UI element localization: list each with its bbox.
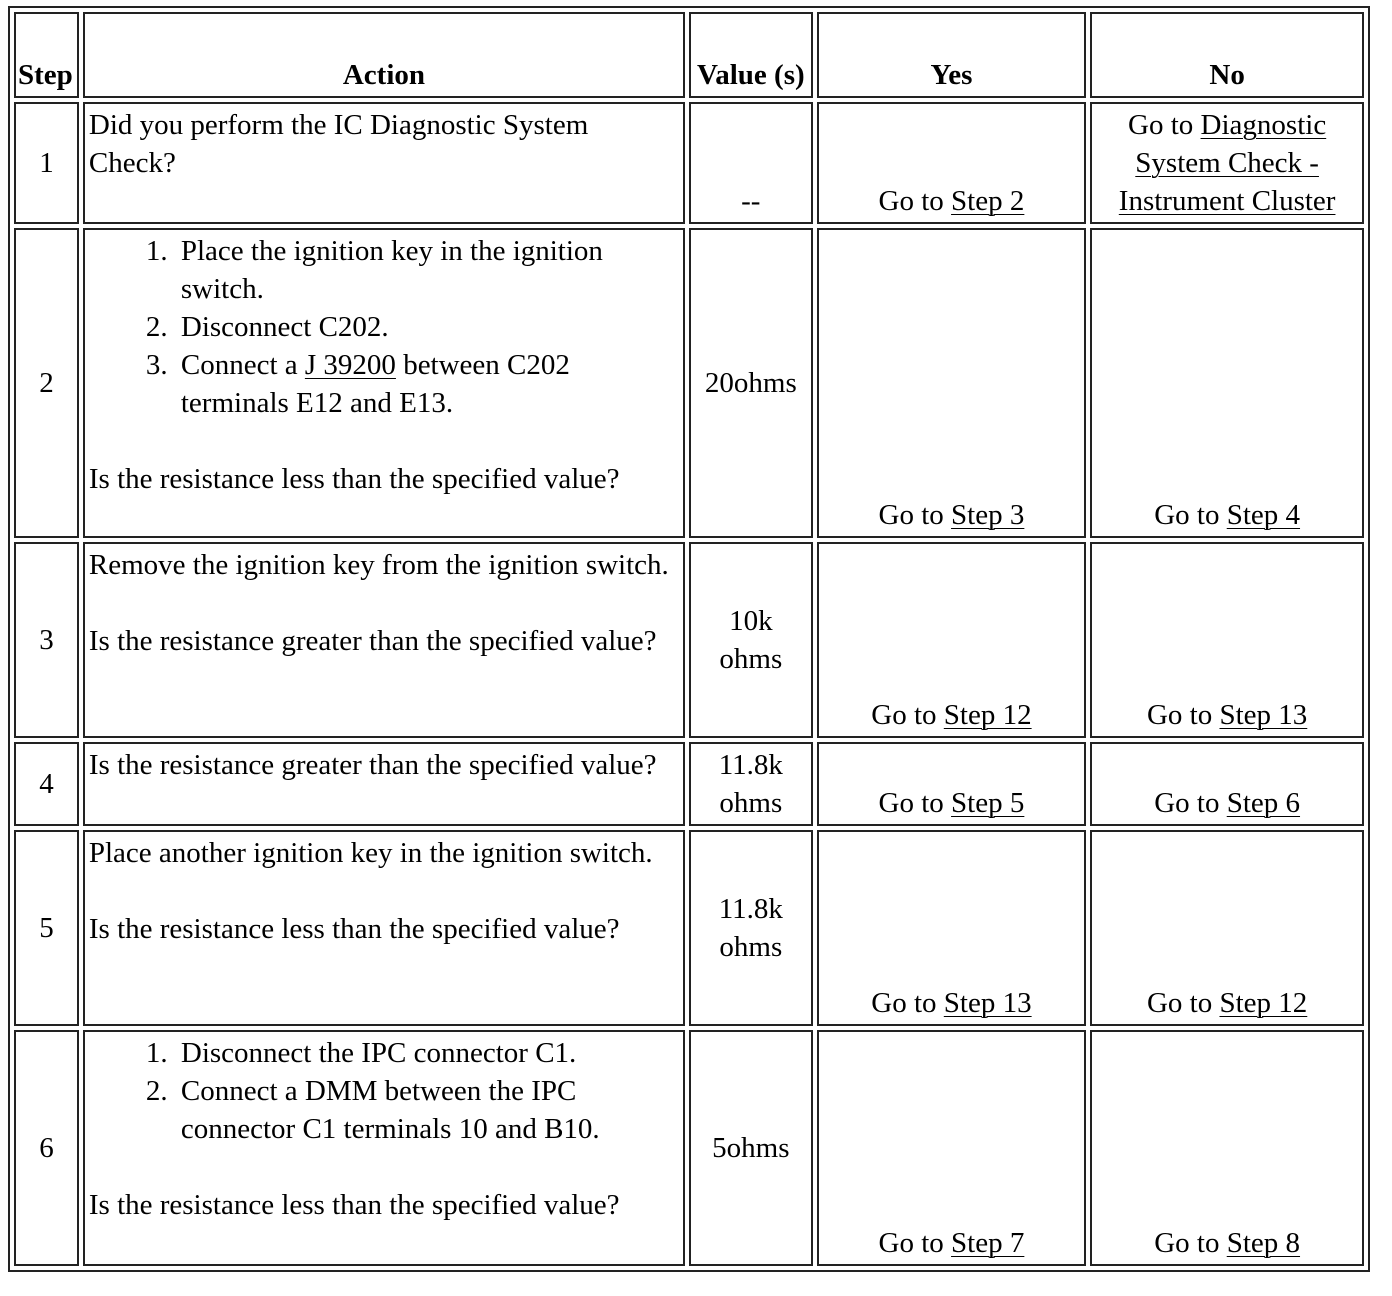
header-action: Action [83, 12, 685, 98]
table-row [14, 830, 1364, 1026]
no-cell [1090, 742, 1364, 826]
header-no: No [1090, 12, 1364, 98]
value-cell: 11.8k ohms [689, 830, 813, 1026]
action-question: Is the resistance less than the specified value? [88, 463, 620, 495]
action-question: Is the resistance less than the specified value? [88, 1189, 620, 1221]
step-number: 2 [14, 228, 79, 538]
action-question: Is the resistance less than the specified value? [88, 913, 620, 945]
action-list [89, 232, 679, 422]
step-number: 3 [14, 542, 79, 738]
no-prefix: Go to [1128, 109, 1201, 141]
table-row [14, 228, 1364, 538]
diagnostic-table [8, 6, 1370, 1272]
value-cell: 10k ohms [689, 542, 813, 738]
value-cell: 20ohms [689, 228, 813, 538]
table-row [14, 1030, 1364, 1266]
action-list [89, 1034, 679, 1148]
no-cell [1090, 1030, 1364, 1266]
table-row [14, 542, 1364, 738]
yes-cell [817, 228, 1087, 538]
action-item-continuation: terminals E12 and E13. [180, 387, 454, 419]
yes-cell [817, 542, 1087, 738]
table-row [14, 742, 1364, 826]
table-row [14, 102, 1364, 224]
header-yes: Yes [817, 12, 1087, 98]
yes-prefix: Go to [878, 499, 952, 531]
header-row [14, 12, 1364, 98]
no-cell [1090, 542, 1364, 738]
yes-step-link[interactable]: Step 5 [951, 787, 1025, 819]
no-prefix: Go to [1154, 1227, 1227, 1259]
diagnostic-table-wrapper [8, 6, 1370, 1272]
step-number: 1 [14, 102, 79, 224]
action-question: Did you perform the IC Diagnostic System Check? [88, 109, 589, 179]
no-prefix: Go to [1146, 987, 1220, 1019]
yes-cell [817, 102, 1087, 224]
value-cell: 11.8k ohms [689, 742, 813, 826]
action-instruction: Remove the ignition key from the ignition switch. [88, 549, 669, 581]
action-question: Is the resistance greater than the specified value? [88, 749, 657, 781]
action-item-prefix: Connect a [180, 349, 305, 381]
action-cell [83, 228, 685, 538]
action-cell [83, 742, 685, 826]
no-prefix: Go to [1146, 699, 1220, 731]
no-cell [1090, 830, 1364, 1026]
yes-prefix: Go to [871, 987, 944, 1019]
no-prefix: Go to [1154, 499, 1227, 531]
action-list-item: 1. Disconnect the IPC connector C1. [175, 1034, 679, 1072]
action-cell [83, 1030, 685, 1266]
yes-step-link[interactable]: Step 3 [951, 499, 1025, 531]
value-cell: -- [689, 102, 813, 224]
step-number: 4 [14, 742, 79, 826]
yes-prefix: Go to [878, 1227, 952, 1259]
action-item-suffix: between C202 [395, 349, 570, 381]
action-instruction: Place another ignition key in the ignition switch. [88, 837, 653, 869]
yes-step-link[interactable]: Step 12 [943, 699, 1032, 731]
yes-prefix: Go to [878, 185, 952, 217]
header-step: Step [14, 12, 79, 98]
yes-cell [817, 1030, 1087, 1266]
no-step-link[interactable]: Step 8 [1226, 1227, 1301, 1259]
action-cell [83, 542, 685, 738]
action-list-item: 1. Place the ignition key in the ignition switch. [175, 232, 679, 308]
no-step-link[interactable]: Diagnostic System Check - Instrument Cluster [1118, 109, 1336, 217]
action-list-item [175, 346, 679, 422]
yes-step-link[interactable]: Step 7 [951, 1227, 1025, 1259]
action-question: Is the resistance greater than the specified value? [88, 625, 657, 657]
no-step-link[interactable]: Step 12 [1219, 987, 1308, 1019]
yes-step-link[interactable]: Step 2 [951, 185, 1025, 217]
yes-step-link[interactable]: Step 13 [943, 987, 1032, 1019]
action-cell [83, 830, 685, 1026]
tool-link[interactable]: J 39200 [304, 349, 396, 381]
no-cell [1090, 228, 1364, 538]
action-list-item: 2. Connect a DMM between the IPC connector C1 terminals 10 and B10. [175, 1072, 679, 1148]
no-step-link[interactable]: Step 6 [1226, 787, 1301, 819]
step-number: 5 [14, 830, 79, 1026]
step-number: 6 [14, 1030, 79, 1266]
yes-prefix: Go to [871, 699, 944, 731]
no-prefix: Go to [1154, 787, 1227, 819]
action-cell [83, 102, 685, 224]
yes-prefix: Go to [878, 787, 952, 819]
yes-cell [817, 830, 1087, 1026]
action-list-item: 2. Disconnect C202. [175, 308, 679, 346]
no-cell [1090, 102, 1364, 224]
header-value: Value (s) [689, 12, 813, 98]
yes-cell [817, 742, 1087, 826]
value-cell: 5ohms [689, 1030, 813, 1266]
no-step-link[interactable]: Step 4 [1226, 499, 1301, 531]
no-step-link[interactable]: Step 13 [1219, 699, 1308, 731]
